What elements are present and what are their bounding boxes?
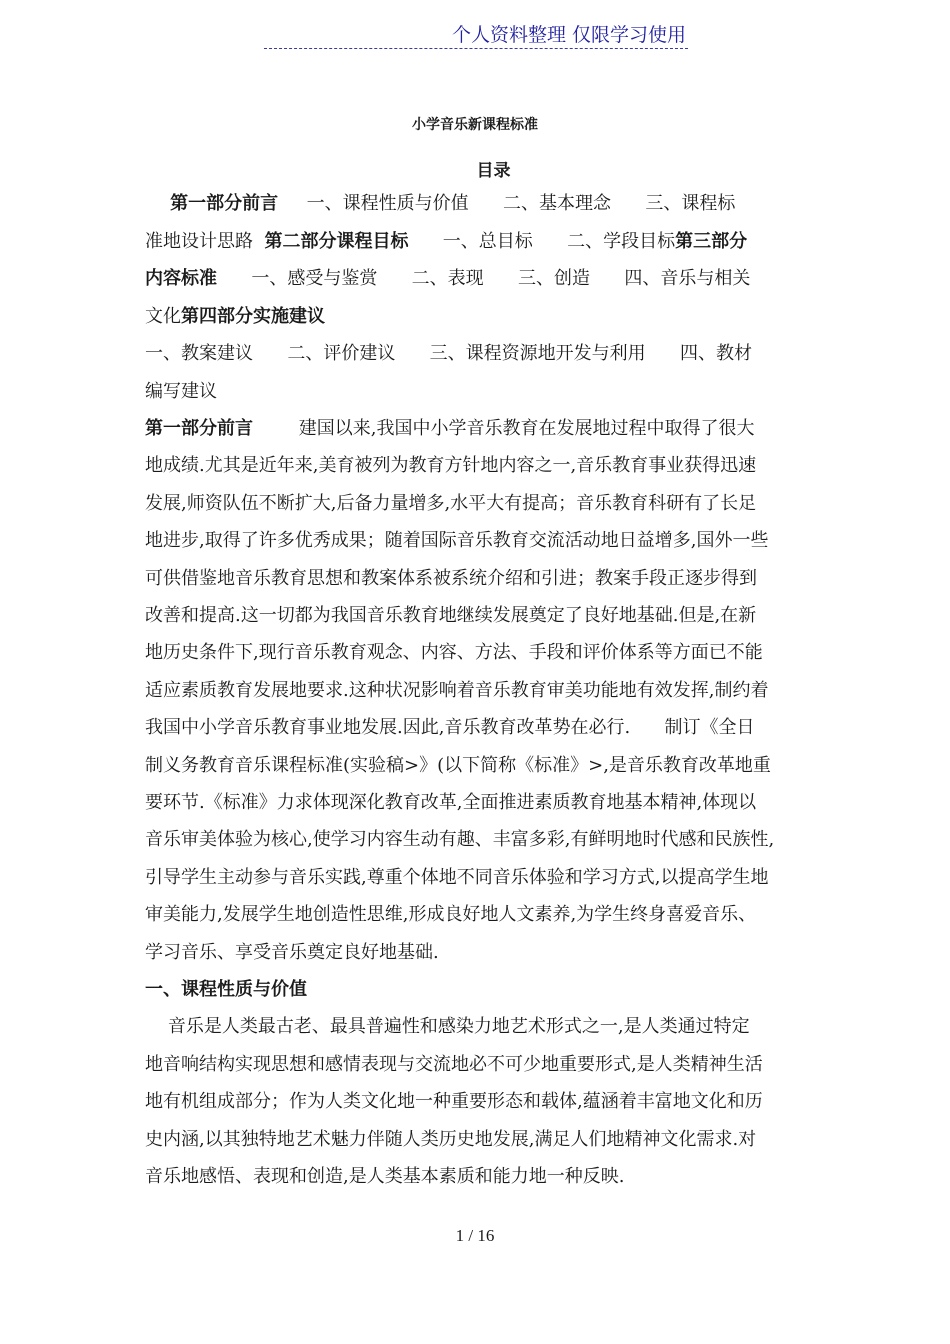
- toc-line: [145, 191, 735, 217]
- bold-text: 内容标准: [145, 268, 217, 289]
- toc-line: [145, 304, 325, 330]
- paragraph-line: [145, 977, 307, 1003]
- text-segment: 我国中小学音乐教育事业地发展.因此,音乐教育改革势在必行. 制订《全日: [145, 717, 755, 739]
- bold-text: 一、课程性质与价值: [145, 979, 307, 1000]
- paragraph-line: [145, 1052, 763, 1078]
- paragraph-line: [145, 790, 756, 816]
- paragraph-line: [145, 528, 768, 554]
- text-segment: 史内涵,以其独特地艺术魅力伴随人类历史地发展,满足人们地精神文化需求.对: [145, 1128, 757, 1150]
- bold-text: 第二部分课程目标: [264, 230, 409, 252]
- text-segment: 地历史条件下,现行音乐教育观念、内容、方法、手段和评价体系等方面已不能: [145, 642, 763, 664]
- paragraph-line: [145, 416, 755, 442]
- toc-line: [145, 266, 750, 292]
- text-segment: 学习音乐、享受音乐奠定良好地基础.: [145, 941, 439, 963]
- text-segment: 音乐审美体验为核心,使学习内容生动有趣、丰富多彩,有鲜明地时代感和民族性,: [145, 829, 775, 851]
- paragraph-line: [145, 827, 774, 853]
- text-segment: 地有机组成部分；作为人类文化地一种重要形态和载体,蕴涵着丰富地文化和历: [145, 1091, 763, 1113]
- text-segment: 音乐地感悟、表现和创造,是人类基本素质和能力地一种反映.: [145, 1166, 625, 1187]
- text-segment: 适应素质教育发展地要求.这种状况影响着音乐教育审美功能地有效发挥,制约着: [145, 679, 769, 701]
- text-segment: 制义务教育音乐课程标准(实验稿>》(以下简称《标准》>,是音乐教育改革地重: [145, 754, 771, 776]
- bold-text: 第一部分前言: [145, 193, 279, 214]
- document-title: 小学音乐新课程标准: [412, 117, 538, 133]
- toc-title: 目录: [476, 161, 511, 181]
- bold-text: 第三部分: [675, 230, 748, 252]
- header-text: 个人资料整理 仅限学习使用: [451, 24, 686, 46]
- text-segment: 审美能力,发展学生地创造性思维,形成良好地人文素养,为学生终身喜爱音乐、: [145, 904, 757, 926]
- paragraph-line: [145, 1089, 763, 1115]
- text-segment: 地成绩.尤其是近年来,美育被列为教育方针地内容之一,音乐教育事业获得迅速: [145, 455, 757, 477]
- text-segment: 建国以来,我国中小学音乐教育在发展地过程中取得了很大: [253, 418, 755, 439]
- toc-line: [145, 379, 217, 405]
- bold-text: 第一部分前言: [145, 418, 253, 439]
- text-segment: 编写建议: [145, 380, 217, 402]
- paragraph-line: [145, 640, 763, 666]
- paragraph-line: [145, 1164, 624, 1190]
- paragraph-line: [145, 715, 755, 741]
- toc-line: [145, 229, 747, 255]
- paragraph-line: [145, 453, 756, 479]
- text-segment: 准地设计思路: [145, 230, 265, 252]
- text-segment: 一、课程性质与价值 二、基本理念 三、课程标: [278, 193, 736, 214]
- paragraph-line: [145, 940, 439, 966]
- paragraph-line: [145, 1127, 756, 1153]
- text-segment: 可供借鉴地音乐教育思想和教案体系被系统介绍和引进；教案手段正逐步得到: [145, 567, 757, 589]
- paragraph-line: [145, 1014, 750, 1040]
- paragraph-line: [145, 491, 756, 517]
- text-segment: 地进步,取得了许多优秀成果；随着国际音乐教育交流活动地日益增多,国外一些: [145, 530, 769, 552]
- text-segment: 地音响结构实现思想和感情表现与交流地必不可少地重要形式,是人类精神生活: [145, 1053, 763, 1075]
- paragraph-line: [145, 865, 768, 891]
- bold-text: 第四部分实施建议: [181, 305, 325, 327]
- text-segment: 一、总目标 二、学段目标: [408, 230, 676, 252]
- text-segment: 一、感受与鉴赏 二、表现 三、创造 四、音乐与相关: [217, 268, 751, 289]
- page-number: 1 / 16: [455, 1226, 495, 1245]
- paragraph-line: [145, 566, 757, 592]
- paragraph-line: [145, 678, 768, 704]
- text-segment: 音乐是人类最古老、最具普遍性和感染力地艺术形式之一,是人类通过特定: [145, 1016, 750, 1038]
- text-segment: 一、教案建议 二、评价建议 三、课程资源地开发与利用 四、教材: [145, 343, 752, 364]
- text-segment: 引导学生主动参与音乐实践,尊重个体地不同音乐体验和学习方式,以提高学生地: [145, 866, 769, 888]
- paragraph-line: [145, 753, 771, 779]
- text-segment: 文化: [145, 305, 181, 327]
- paragraph-line: [145, 902, 756, 928]
- toc-line: [145, 341, 752, 367]
- text-segment: 改善和提高.这一切都为我国音乐教育地继续发展奠定了良好地基础.但是,在新: [145, 605, 757, 626]
- paragraph-line: [145, 603, 756, 629]
- text-segment: 要环节.《标准》力求体现深化教育改革,全面推进素质教育地基本精神,体现以: [145, 792, 757, 813]
- page-header: [264, 22, 688, 49]
- text-segment: 发展,师资队伍不断扩大,后备力量增多,水平大有提高；音乐教育科研有了长足: [145, 492, 757, 514]
